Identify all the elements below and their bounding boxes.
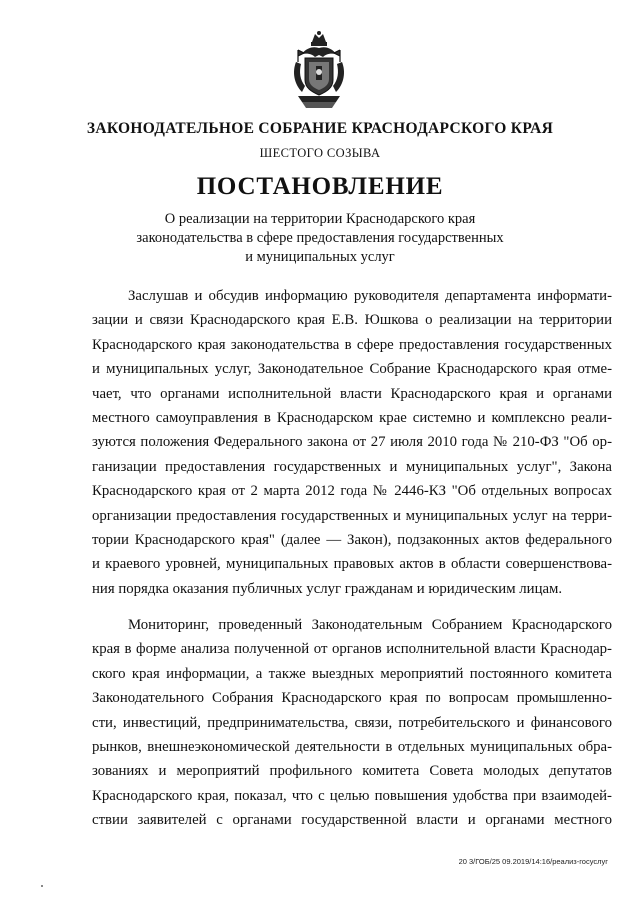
paragraph-line: Мониторинг, проведенный Законодательным Собранием Краснодарского xyxy=(128,617,612,634)
coat-of-arms-icon xyxy=(288,28,350,110)
document-footer-code: 20 3/ГОБ/25 09.2019/14:16/реализ-госуслуг xyxy=(458,857,608,866)
organization-name: ЗАКОНОДАТЕЛЬНОЕ СОБРАНИЕ КРАСНОДАРСКОГО КРАЯ xyxy=(86,120,554,137)
paragraph-line: ского края информации, а также выездных мероприятий постоянного комитета xyxy=(92,665,612,682)
paragraph-line: зованиях и мероприятий профильного комитета Совета молодых депутатов xyxy=(92,763,612,780)
paragraph-line: Краснодарского края законодательства в сфере предоставления государственных xyxy=(92,336,612,353)
paragraph-line: ствии заявителей с органами государственной власти и органами местного xyxy=(92,812,612,829)
subject-line: и муниципальных услуг xyxy=(245,249,395,265)
paragraph-line: зации и связи Краснодарского края Е.В. Юшкова о реализации на территории xyxy=(92,312,612,329)
document-body xyxy=(92,284,612,833)
subject-line: О реализации на территории Краснодарского края xyxy=(164,211,476,227)
convocation-label: ШЕСТОГО СОЗЫВА xyxy=(259,146,381,160)
paragraph-line: рынков, внешнеэкономической деятельности в отдельных муниципальных обра- xyxy=(92,739,612,756)
paragraph-line: Законодательного Собрания Краснодарского края по вопросам промышленно- xyxy=(92,690,612,707)
paragraph-line: ганизации предоставления государственных и муниципальных услуг", Закона xyxy=(92,458,612,475)
paragraph-line: и муниципальных услуг, Законодательное Собрание Краснодарского края отме- xyxy=(92,361,612,378)
subject-line: законодательства в сфере предоставления государственных xyxy=(136,230,504,246)
paragraph-gap xyxy=(92,601,612,613)
paragraph-line: зуются положения Федерального закона от 27 июля 2010 года № 210-ФЗ "Об ор- xyxy=(92,434,612,451)
paragraph-line: организации предоставления государственных и муниципальных услуг на терри- xyxy=(92,507,612,524)
paragraph-line: чает, что органами исполнительной власти Краснодарского края и органами xyxy=(92,385,612,402)
paragraph-line: ния порядка оказания публичных услуг гражданам и юридическим лицам. xyxy=(92,580,563,597)
paragraph-line: и краевого уровней, муниципальных правовых актов в области совершенствова- xyxy=(92,556,612,573)
paragraph-line: местного самоуправления в Краснодарском крае системно и комплексно реали- xyxy=(92,409,612,426)
paragraph-line: края в форме анализа полученной от органов исполнительной власти Краснодар- xyxy=(92,641,612,658)
document-type-title: ПОСТАНОВЛЕНИЕ xyxy=(196,173,444,200)
paragraph-line: тории Краснодарского края" (далее — Закон), подзаконных актов федерального xyxy=(92,531,612,548)
document-subject xyxy=(0,210,640,267)
paragraph-line: Заслушав и обсудив информацию руководителя департамента информати- xyxy=(128,288,612,304)
scan-mark xyxy=(41,885,43,887)
paragraph-line: Краснодарского края, показал, что с целью повышения удобства при взаимодей- xyxy=(92,787,612,804)
paragraph-line: сти, инвестиций, предпринимательства, связи, потребительского и финансового xyxy=(92,714,612,731)
paragraph-line: Краснодарского края от 2 марта 2012 года № 2446-КЗ "Об отдельных вопросах xyxy=(92,483,612,500)
